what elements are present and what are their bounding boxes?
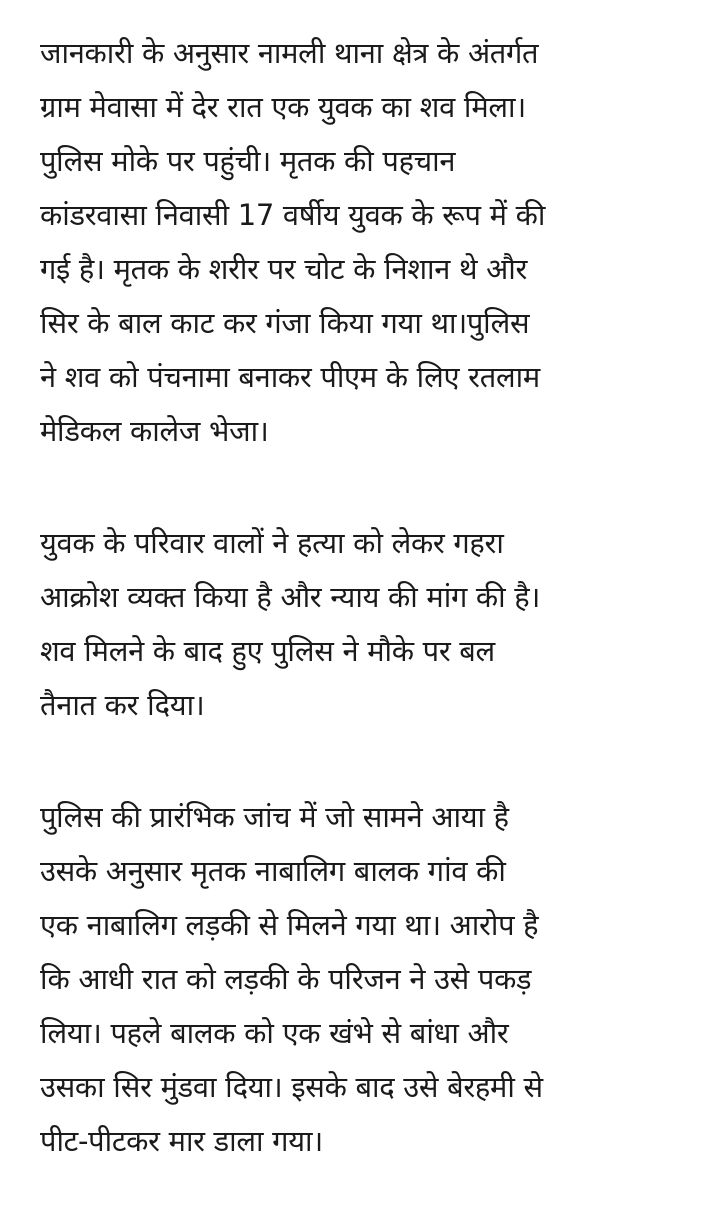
text-line: उसके अनुसार मृतक नाबालिग बालक गांव की: [40, 854, 506, 888]
text-line: पुलिस मोके पर पहुंची। मृतक की पहचान: [40, 144, 456, 178]
text-line: शव मिलने के बाद हुए पुलिस ने मौके पर बल: [40, 634, 495, 668]
text-line: पीट-पीटकर मार डाला गया।: [40, 1124, 323, 1158]
text-line: सिर के बाल काट कर गंजा किया गया था।पुलिस: [40, 306, 530, 340]
text-line: ने शव को पंचनामा बनाकर पीएम के लिए रतलाम: [40, 360, 540, 394]
text-line: ग्राम मेवासा में देर रात एक युवक का शव मिला।: [40, 90, 526, 124]
text-line: जानकारी के अनुसार नामली थाना क्षेत्र के अंतर्गत: [40, 36, 539, 70]
text-line: मेडिकल कालेज भेजा।: [40, 414, 269, 448]
text-line: उसका सिर मुंडवा दिया। इसके बाद उसे बेरहमी से: [40, 1070, 543, 1104]
text-line: कि आधी रात को लड़की के परिजन ने उसे पकड़: [40, 962, 532, 996]
text-line: तैनात कर दिया।: [40, 688, 205, 722]
text-line: कांडरवासा निवासी 17 वर्षीय युवक के रूप में की: [40, 198, 546, 232]
text-line: युवक के परिवार वालों ने हत्या को लेकर गहरा: [40, 526, 504, 560]
paragraph-1: [40, 26, 690, 458]
text-line: एक नाबालिग लड़की से मिलने गया था। आरोप है: [40, 908, 539, 942]
paragraph-2: [40, 516, 690, 732]
text-line: लिया। पहले बालक को एक खंभे से बांधा और: [40, 1016, 509, 1050]
text-line: गई है। मृतक के शरीर पर चोट के निशान थे और: [40, 252, 528, 286]
paragraph-3: [40, 790, 690, 1168]
text-line: आक्रोश व्यक्त किया है और न्याय की मांग की है।: [40, 580, 541, 614]
text-line: पुलिस की प्रारंभिक जांच में जो सामने आया है: [40, 800, 509, 834]
